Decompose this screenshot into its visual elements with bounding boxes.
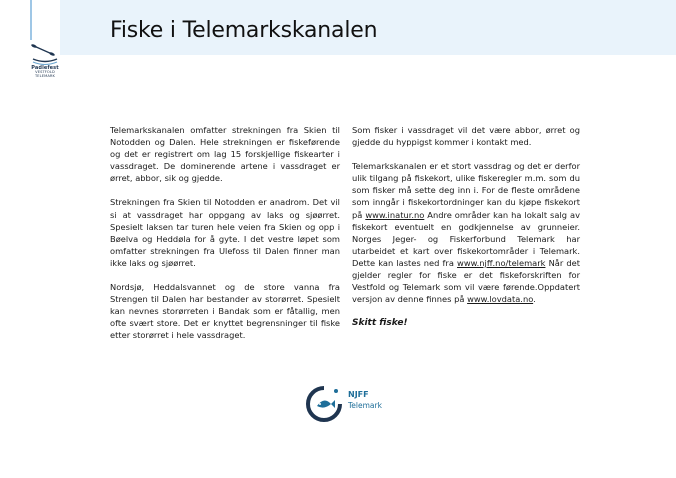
lovdata-link[interactable]: www.lovdata.no (467, 294, 534, 305)
padlefest-line3: TELEMARK (35, 74, 55, 79)
padlefest-wordmark (30, 66, 60, 79)
text-segment: Når det gjelder regler for fiske er det fiskeforskriften for Vestfold og Telemark som vil være førende.Oppdatert versjon av denne finnes på (352, 257, 580, 305)
text-segment: . (533, 294, 536, 305)
page-title: Fiske i Telemarkskanalen (110, 18, 378, 43)
left-column (110, 124, 340, 354)
njff-telemark-link[interactable]: www.njff.no/telemark (457, 257, 546, 268)
left-paragraph-3: Nordsjø, Heddalsvannet og de store vanna fra Strengen til Dalen har bestander av storørret. Spesielt kan nevnes storørreten i Bandak som er fåtallig, men ofte svært store. Det er knyttet begrensninger til fiske etter storørret i hele vassdraget. (110, 282, 340, 341)
njff-sub: Telemark (348, 401, 382, 410)
right-paragraph-1: Som fisker i vassdraget vil det være abbor, ørret og gjedde du hyppigst kommer i kontakt med. (352, 125, 580, 148)
right-paragraph-2 (352, 160, 580, 305)
signoff: Skitt fiske! (352, 318, 408, 329)
text-segment: Andre områder kan ha lokalt salg av fiskekort eventuelt en godkjennelse av grunneier. Norges Jeger- og Fiskerforbund Telemark har utarbeidet et kart over fiskekortområder i Telemark. Dette kan lastes ned fra (352, 209, 580, 268)
left-paragraph-2: Strekningen fra Skien til Notodden er anadrom. Det vil si at vassdraget har oppgang av laks og sjøørret. Spesielt laksen tar turen hele veien fra Skien og opp i Bøelva og Heddøla for å gyte. I det vestre løpet som omfatter strekningen fra Ulefoss til Dalen finner man ikke laks og sjøørret. (110, 197, 340, 268)
padlefest-logo (30, 42, 60, 86)
logo-rule (30, 0, 32, 40)
inatur-link[interactable]: www.inatur.no (365, 209, 425, 220)
padlefest-name: Padlefest (31, 65, 59, 71)
left-paragraph-1: Telemarkskanalen omfatter strekningen fra Skien til Notodden og Dalen. Hele strekningen er fiskeførende og det er registrert om lag 15 forskjellige fiskearter i vassdraget. De dominerende artene i vassdraget er ørret, abbor, sik og gjedde. (110, 125, 340, 184)
njff-fish-icon (304, 384, 344, 424)
left-margin (0, 0, 30, 478)
paddle-icon (30, 42, 60, 66)
njff-logo (304, 384, 414, 424)
right-column (352, 124, 580, 341)
text-segment: Telemarkskanalen er et stort vassdrag og det er derfor ulik tilgang på fiskekort, ulike fiskeregler m.m. som du som fisker må sette deg inn i. For de fleste områdene som inngår i fiskekortordninger kan du kjøpe fiskekort på (352, 161, 580, 220)
padlefest-line2: VESTFOLD (35, 70, 55, 75)
njff-name: NJFF (348, 390, 369, 399)
